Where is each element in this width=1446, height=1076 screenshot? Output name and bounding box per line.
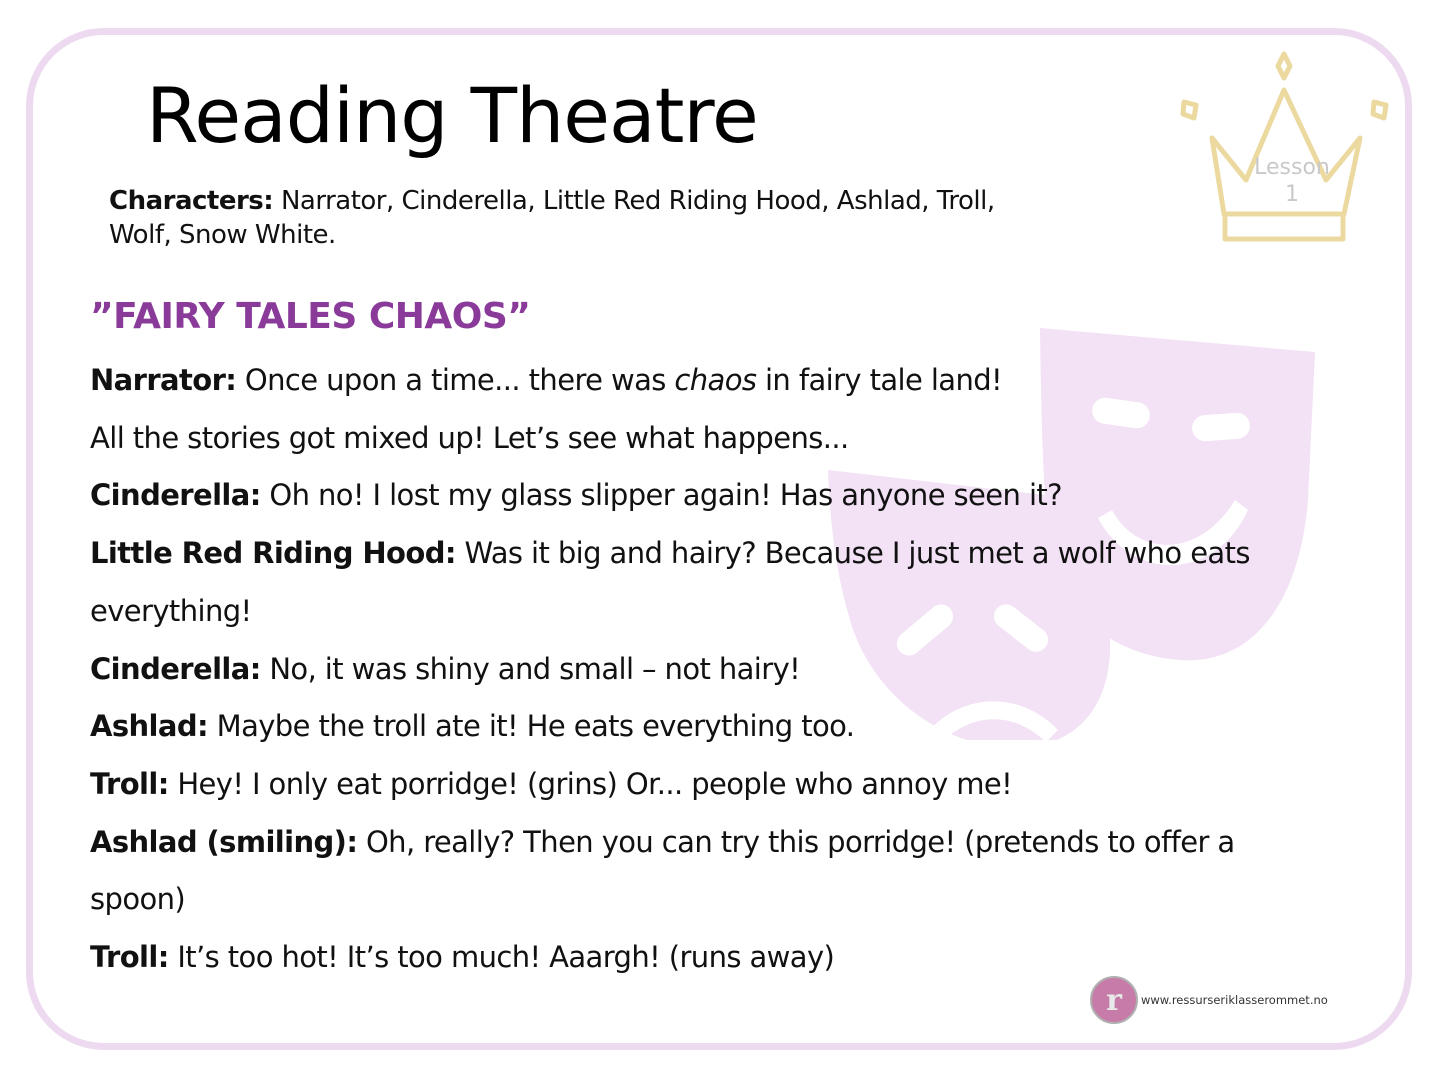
- site-logo[interactable]: [1090, 975, 1328, 1025]
- line-text: Oh no! I lost my glass slipper again! Has anyone seen it?: [260, 478, 1062, 513]
- script-line: [90, 756, 1330, 814]
- speaker-name: Troll:: [90, 940, 169, 975]
- script-line: [90, 352, 1330, 410]
- line-text: All the stories got mixed up! Let’s see what happens...: [90, 420, 849, 455]
- speaker-name: Little Red Riding Hood:: [90, 536, 456, 571]
- logo-url[interactable]: www.ressurseriklasserommet.no: [1141, 993, 1328, 1007]
- speaker-name: Ashlad (smiling):: [90, 824, 358, 859]
- speaker-name: Cinderella:: [90, 651, 261, 686]
- script-line: [90, 410, 1330, 468]
- line-text: Once upon a time... there was: [236, 363, 675, 397]
- line-text: in fairy tale land!: [756, 363, 1003, 397]
- play-title: ”FAIRY TALES CHAOS”: [90, 296, 531, 337]
- line-emphasis: chaos: [674, 363, 757, 397]
- speaker-name: Ashlad:: [90, 709, 209, 744]
- lesson-number: 1: [1285, 182, 1299, 207]
- r-logo-icon: r: [1090, 976, 1138, 1024]
- script-line: [90, 467, 1330, 525]
- line-text: Was it big and hairy? Because I just met a wolf who eats everything!: [90, 536, 1250, 628]
- script-line: [90, 814, 1330, 929]
- characters-list: [109, 184, 1069, 252]
- crown-icon: [1176, 50, 1392, 246]
- line-text: No, it was shiny and small – not hairy!: [260, 651, 801, 686]
- characters-names: Narrator, Cinderella, Little Red Riding Hood, Ashlad, Troll,: [273, 186, 995, 216]
- lesson-badge: [1232, 154, 1352, 208]
- speaker-name: Cinderella:: [90, 478, 261, 513]
- script-body: [90, 352, 1330, 987]
- speaker-name: Troll:: [90, 766, 169, 801]
- page-title: Reading Theatre: [146, 71, 758, 160]
- script-line: [90, 525, 1330, 640]
- line-text: It’s too hot! It’s too much! Aaargh! (runs away): [168, 940, 835, 975]
- line-text: Hey! I only eat porridge! (grins) Or... people who annoy me!: [168, 766, 1013, 801]
- lesson-label: Lesson: [1254, 155, 1330, 180]
- speaker-name: Narrator:: [90, 363, 237, 397]
- line-text: Maybe the troll ate it! He eats everything too.: [208, 709, 855, 744]
- characters-names-cont: Wolf, Snow White.: [109, 220, 336, 250]
- script-line: [90, 698, 1330, 756]
- line-text: Oh, really? Then you can try this porridge! (pretends to offer a spoon): [90, 824, 1235, 917]
- characters-label: Characters:: [109, 186, 274, 216]
- script-line: [90, 641, 1330, 699]
